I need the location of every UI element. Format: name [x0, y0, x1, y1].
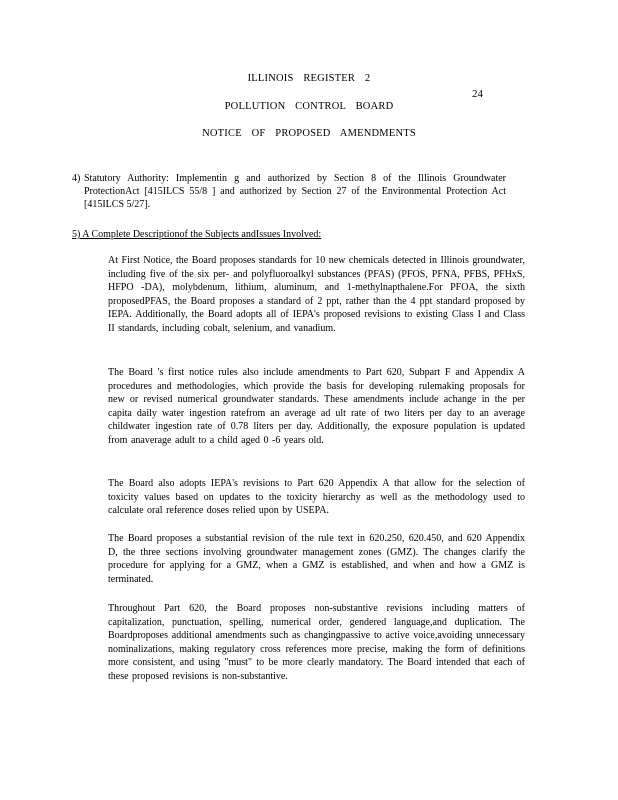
item-4-number: 4) — [72, 173, 81, 184]
paragraph-gmz: The Board proposes a substantial revision of the rule text in 620.250, 620.450, and 620 Appendix D, the three sections involving groundwater management zones (GMZ). The changes clarify the procedure for applying for a GMZ, when a GMZ is established, and when and how a GMZ is terminated. — [108, 533, 525, 585]
paragraph-subpart-f: The Board 's first notice rules also include amendments to Part 620, Subpart F and Appendix A procedures and methodologies, which provide the basis for developing rulemaking proposals for new or revised numerical groundwater standards. These amendments include achange in the per capita daily water ingestion ratefrom an average ad ult rate of two liters per day to an average childwater ingestion rate of 0.78 liters per day. Additionally, the exposure population is updated from anaverage adult to a child aged 0 -6 years old. — [108, 367, 525, 446]
board-title: POLLUTION CONTROL BOARD — [224, 101, 394, 112]
item-4-statutory-authority — [72, 172, 506, 211]
page-number: 24 — [472, 88, 483, 100]
paragraph-first-notice: At First Notice, the Board proposes standards for 10 new chemicals detected in Illinois groundwater, including five of the six per- and polyfluoroalkyl substances (PFAS) (PFOS, PFNA, PFBS, PFHxS, HFPO -DA), molybdenum, lithium, aluminum, and 1-methylnapthalene.For PFOA, the sixth proposedPFAS, the Board proposes a standard of 2 ppt, rather than the 4 ppt standard proposed by IEPA. Additionally, the Board adopts all of IEPA's proposed revisions to existing Class I and Class II standards, including cobalt, selenium, and vanadium. — [108, 255, 525, 334]
paragraph-appendix-a: The Board also adopts IEPA's revisions to Part 620 Appendix A that allow for the selection of toxicity values based on updates to the toxicity hierarchy as well as the methodology used to calculate oral reference doses relied upon by USEPA. — [108, 478, 525, 516]
paragraph-non-substantive: Throughout Part 620, the Board proposes non-substantive revisions including matters of capitalization, punctuation, spelling, numerical order, gendered language,and duplication. The Boardproposes additional amendments such as changingpassive to active voice,avoiding unnecessary nominalizations, making regulatory cross references more precise, making the form of definitions more consistent, and using "must" to be more clearly mandatory. The Board intended that each of these proposed revisions is non-substantive. — [108, 603, 525, 682]
item-5-heading-text: 5) A Complete Descriptionof the Subjects andIssues Involved: — [72, 229, 322, 240]
register-title: ILLINOIS REGISTER 2 — [247, 73, 371, 84]
notice-title: NOTICE OF PROPOSED AMENDMENTS — [202, 128, 416, 139]
item-4-text: Statutory Authority: Implementin g and authorized by Section 8 of the Illinois Groundwater ProtectionAct [415ILCS 55/8 ] and authorized by Section 27 of the Environmental Protection Act [415ILCS 5/27]. — [84, 173, 506, 210]
item-5-heading — [72, 228, 321, 241]
